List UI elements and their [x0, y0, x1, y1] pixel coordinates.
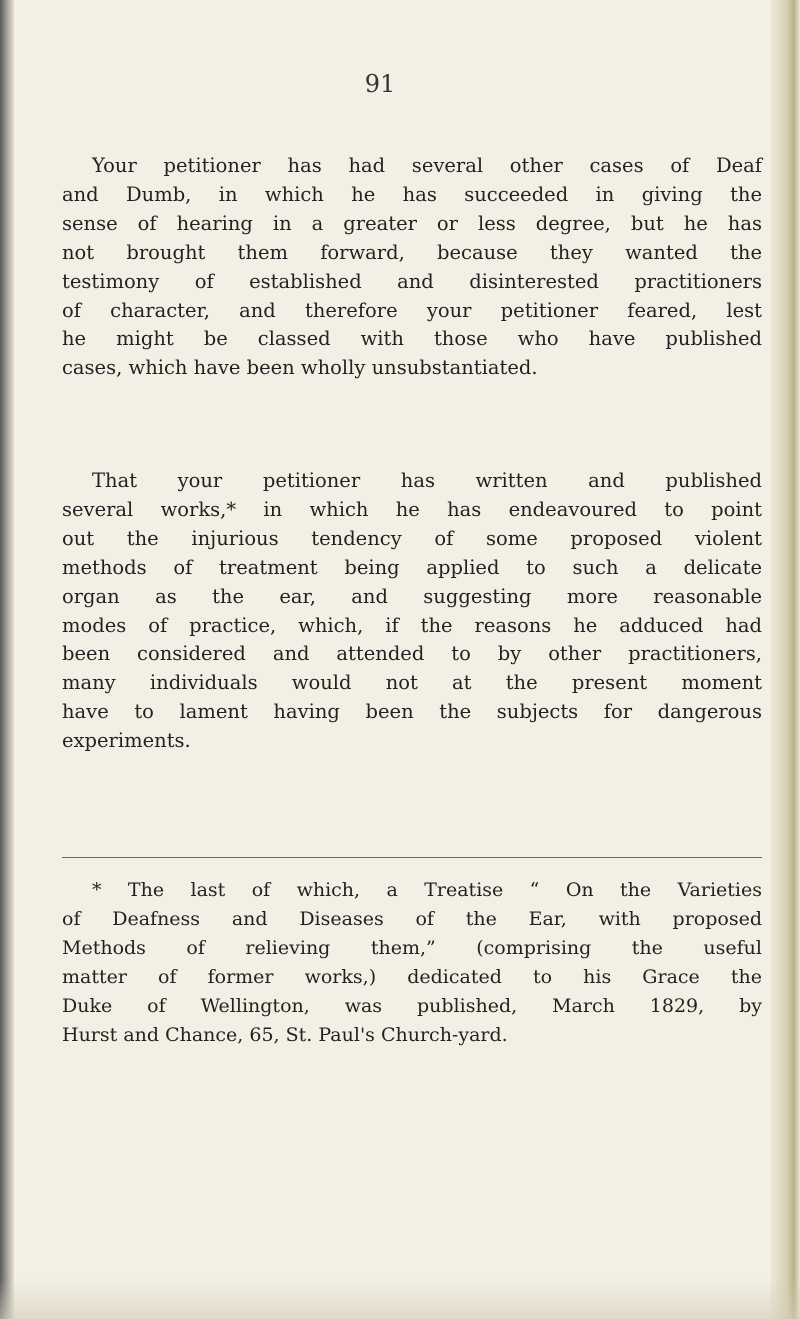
text-line: and Dumb, in which he has succeeded in giving the [62, 182, 762, 206]
text-line: of character, and therefore your petitioner feared, lest [62, 298, 762, 322]
footnote-line: Duke of Wellington, was published, March 1829, by [62, 994, 762, 1017]
paragraph-published-works [62, 467, 762, 756]
page-number: 91 [364, 70, 396, 98]
footnote-line: matter of former works,) dedicated to his Grace the [62, 965, 762, 988]
footnote-line: Methods of relieving them,” (comprising the useful [62, 936, 762, 959]
footnote-divider [62, 857, 762, 858]
page-right-edge [770, 0, 800, 1319]
text-line: modes of practice, which, if the reasons he adduced had [62, 613, 762, 637]
text-line: have to lament having been the subjects for dangerous [62, 700, 762, 724]
footnote-line: Hurst and Chance, 65, St. Paul's Church-yard. [62, 1023, 508, 1046]
text-line: been considered and attended to by other practitioners, [62, 642, 762, 666]
text-line: Your petitioner has had several other cases of Deaf [92, 154, 762, 177]
text-line: he might be classed with those who have published [62, 327, 762, 351]
text-line: several works,* in which he has endeavoured to point [62, 497, 762, 521]
footnote [62, 876, 762, 1049]
paragraph-other-cases [62, 152, 762, 383]
page-left-edge-shadow [0, 0, 14, 1319]
text-line: sense of hearing in a greater or less degree, but he has [62, 211, 762, 235]
footnote-line: * The last of which, a Treatise “ On the Varieties [92, 879, 762, 901]
footnote-line: of Deafness and Diseases of the Ear, with proposed [62, 907, 762, 930]
page-bottom-edge [0, 1279, 800, 1319]
text-line: organ as the ear, and suggesting more reasonable [62, 584, 762, 608]
text-line: many individuals would not at the present moment [62, 671, 762, 695]
text-line: not brought them forward, because they wanted the [62, 240, 762, 264]
text-line: testimony of established and disinterested practitioners [62, 269, 762, 293]
text-line: experiments. [62, 729, 191, 753]
text-line: cases, which have been wholly unsubstantiated. [62, 356, 538, 380]
text-line: out the injurious tendency of some proposed violent [62, 526, 762, 550]
text-line: methods of treatment being applied to such a delicate [62, 555, 762, 579]
text-line: That your petitioner has written and published [92, 469, 762, 492]
